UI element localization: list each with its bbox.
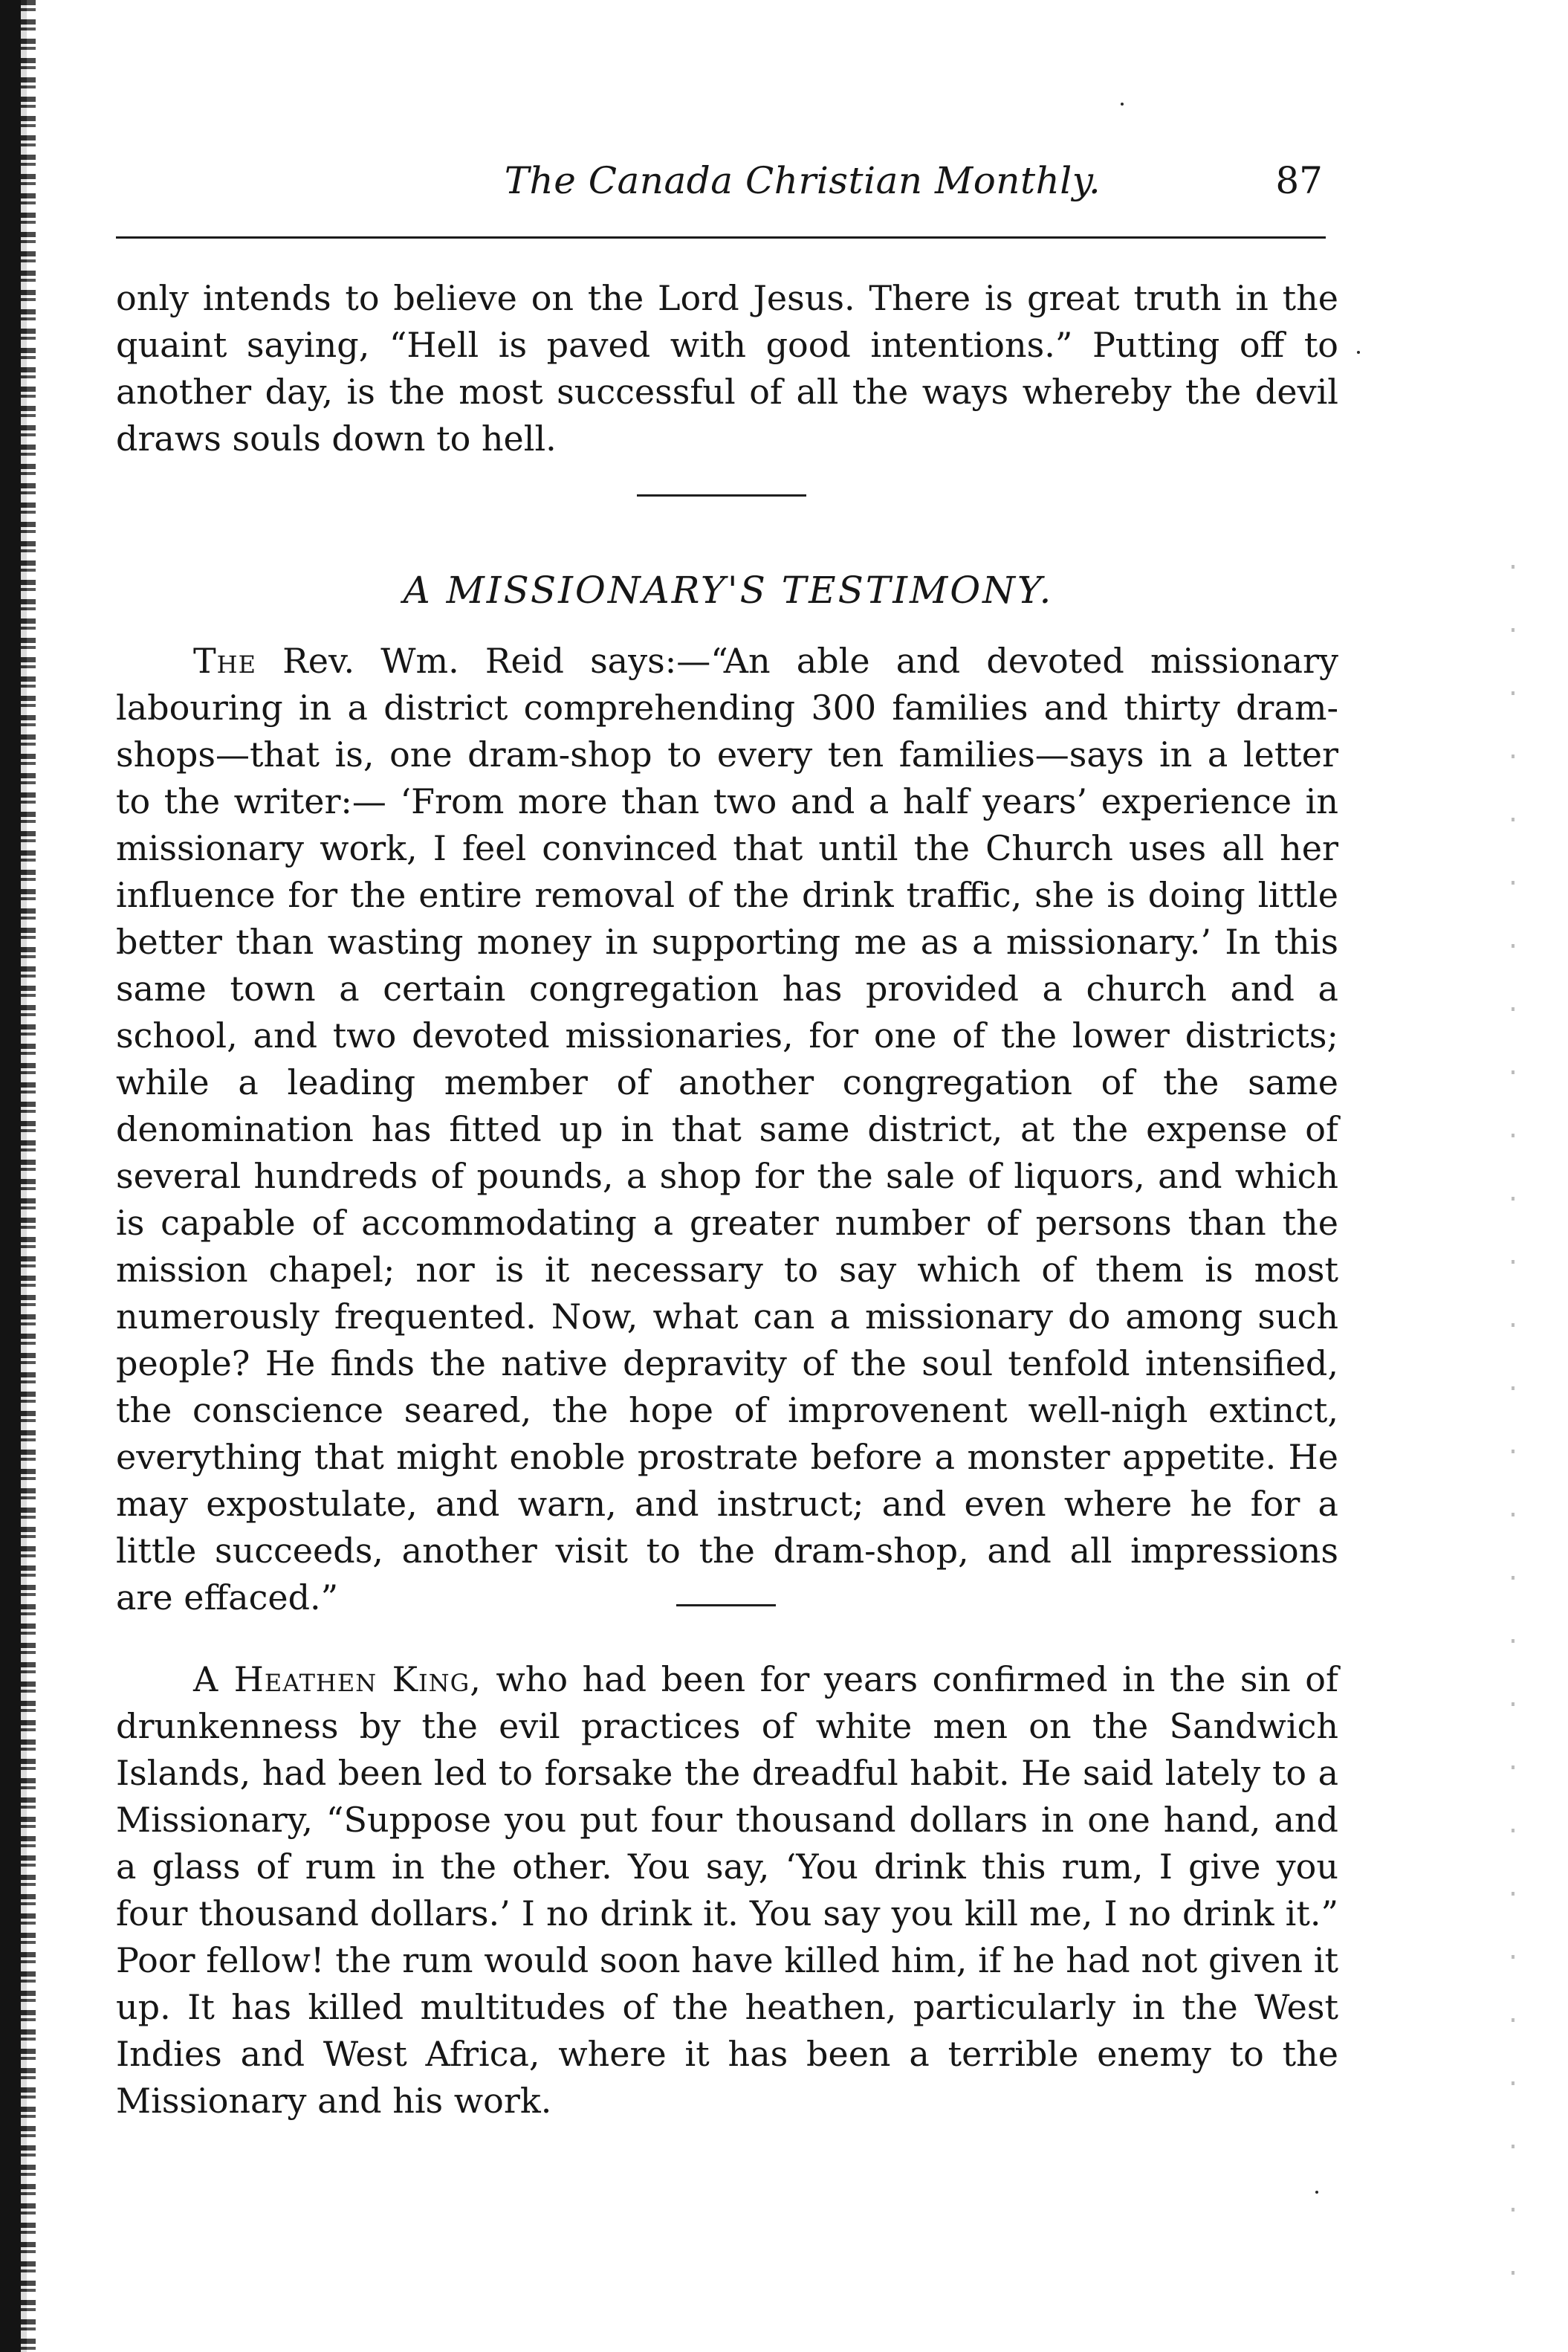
section-separator-rule (637, 494, 806, 497)
testimony-lead-in: The (193, 641, 256, 681)
header-rule (116, 236, 1326, 239)
heathen-paragraph-body (116, 1656, 1338, 2125)
opening-paragraph-text: only intends to believe on the Lord Jesus. There is great truth in the quaint saying, “Hell is paved with good intentions.” Putting off to another day, is the most successful of all the ways whereby the devil draws souls down to hell. (116, 278, 1338, 459)
missionary-testimony-paragraph (116, 638, 1338, 1618)
heathen-paragraph-text: who had been for years confirmed in the sin of drunkenness by the evil practices of white men on the Sandwich Islands, had been led to forsake the dreadful habit. He said lately to a Missionary, “Suppose you put four thousand dollars in one hand, and a glass of rum in the other. You say, ‘You drink this rum, I give you four thousand dollars.’ I no drink it. You say you kill me, I no drink it.” Poor fellow! the rum would soon have killed him, if he had not given it up. It has killed multitudes of the heathen, particularly in the West Indies and West Africa, where it has been a terrible enemy to the Missionary and his work. (116, 1659, 1338, 2121)
binding-scan-noise (21, 0, 36, 2352)
scan-speck (1121, 103, 1124, 106)
scan-speck (1315, 2191, 1318, 2194)
page-number: 87 (1275, 159, 1323, 202)
running-title: The Canada Christian Monthly. (504, 159, 1101, 202)
testimony-paragraph-text: Rev. Wm. Reid says:—“An able and devoted missionary labouring in a district comprehending 300 families and thirty dram-shops—that is, one dram-shop to every ten families—says in a letter to the writer:— ‘From more than two and a half years’ experience in missionary work, I feel convinced that until the Church uses all her influence for the entire removal of the drink traffic, she is doing little better than wasting money in supporting me as a missionary.’ In this same town a certain congregation has provided a church and a school, and two devoted missionaries, for one of the lower districts; while a leading member of another congregation of the same denomination has fitted up in that same district, at the expense of several hundreds of pounds, a shop for the sale of liquors, and which is capable of accommodating a greater number of persons than the mission chapel; nor is it necessary to say which of them is most numerously frequented. Now, what can a missionary do among such people? He finds the native depravity of the soul tenfold intensified, the conscience seared, the hope of improvenent well-nigh extinct, everything that might enoble prostrate before a monster appetite. He may expostulate, and warn, and instruct; and even where he for a little succeeds, another visit to the dram-shop, and all impressions are effaced.” (116, 641, 1338, 1618)
heathen-king-paragraph (116, 1656, 1338, 2132)
heathen-lead-in: A Heathen King, (193, 1659, 482, 1699)
paragraph-separator-rule (676, 1604, 776, 1606)
testimony-paragraph-body (116, 638, 1338, 1621)
opening-paragraph (116, 275, 1338, 461)
section-heading: A MISSIONARY'S TESTIMONY. (403, 569, 1054, 612)
scan-speck (1357, 351, 1360, 354)
right-margin-scan-specks (1512, 565, 1514, 2275)
